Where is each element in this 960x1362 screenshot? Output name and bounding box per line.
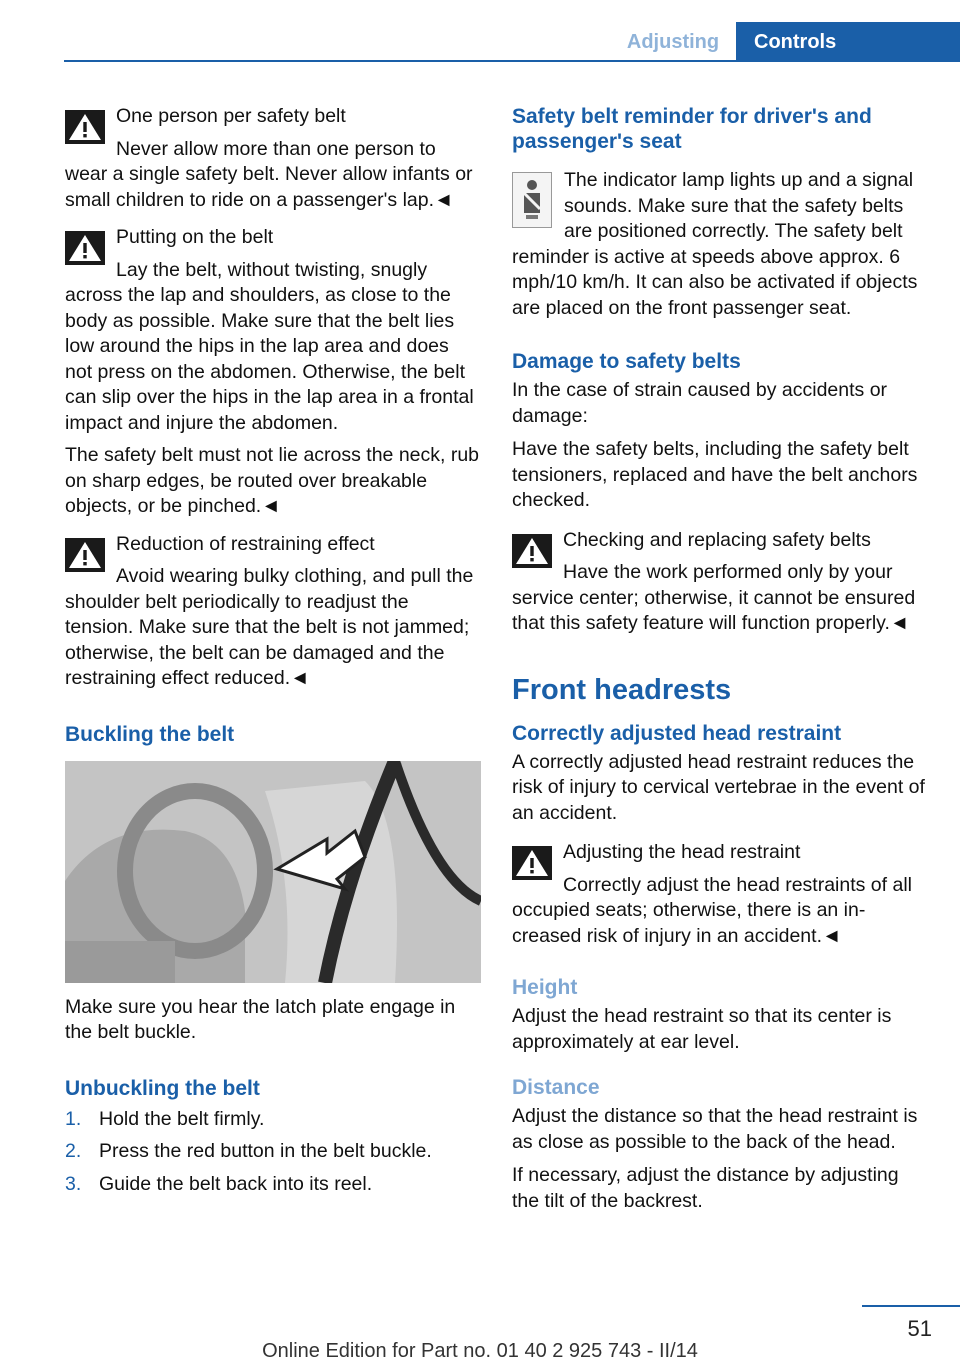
page-number: 51	[907, 1316, 932, 1341]
warning-body: Avoid wearing bulky clothing, and pull the shoulder belt periodically to readjust the tension. Make sure that the belt is not jammed; otherwise, the belt can be damaged and the restraining effect reduced.◄	[65, 565, 474, 689]
header-rule	[64, 60, 960, 62]
step-number: 2.	[65, 1140, 82, 1162]
reminder-heading: Safety belt reminder for driver's and passenger's seat	[512, 105, 872, 153]
height-heading: Height	[512, 976, 578, 999]
buckle-seat-photo	[65, 761, 481, 983]
correct-restraint-heading: Correctly adjusted head restraint	[512, 721, 842, 745]
seatbelt-indicator-icon	[512, 172, 552, 228]
warning-body: Lay the belt, without twisting, snugly across the lap and shoulders, as close to the body as possible. Make sure that the belt lies low around the hips in the lap area and does not press on the abdomen. Otherwise, the belt can slip over the hips in the lap area in a frontal impact and injure the abdomen.	[65, 258, 474, 434]
warning-checking-belts	[512, 528, 928, 637]
warning-putting-on-belt	[65, 225, 481, 520]
unbuckling-heading: Unbuckling the belt	[65, 1076, 260, 1100]
warning-body: Correctly adjust the head restraints of all occupied seats; otherwise, there is an increased risk of injury in an accident.◄	[512, 873, 913, 947]
warning-title: Reduction of restraining effect	[116, 532, 375, 555]
buckling-heading: Buckling the belt	[65, 722, 235, 746]
list-item	[65, 1172, 481, 1198]
height-text: Adjust the head restraint so that its center is approximately at ear level.	[512, 1005, 892, 1053]
footer-rule	[862, 1305, 960, 1307]
distance-text: If necessary, adjust the distance by adjusting the tilt of the backrest.	[512, 1164, 899, 1212]
step-number: 3.	[65, 1172, 82, 1195]
step-text: Press the red button in the belt buckle.	[99, 1140, 432, 1162]
unbuckling-steps	[65, 1107, 481, 1198]
right-column	[512, 104, 928, 1222]
warning-body: Never allow more than one person to wear a single safety belt. Never allow infants or small children to ride on a passenger's lap.◄	[65, 137, 473, 211]
distance-heading: Distance	[512, 1076, 600, 1099]
damage-text: Have the safety belts, including the safety belt tensioners, replaced and have the belt anchors checked.	[512, 438, 918, 511]
reminder-block	[512, 168, 928, 321]
warning-title: Checking and replacing safety belts	[563, 528, 871, 551]
warning-icon	[65, 110, 105, 144]
header-section-label: Adjusting	[626, 31, 720, 53]
headrests-heading: Front headrests	[512, 673, 732, 706]
warning-icon	[512, 846, 552, 880]
reminder-text: The indicator lamp lights up and a signal sounds. Make sure that the safety belts are positioned correctly. The safety belt reminder is active at speeds above approx. 6 mph/10 km/h. It can also be activated if objects are placed on the front passenger seat.	[512, 169, 918, 319]
list-item	[65, 1139, 481, 1165]
header-chapter-tab: Controls	[736, 22, 960, 62]
step-text: Hold the belt firmly.	[99, 1107, 265, 1130]
warning-title: Putting on the belt	[116, 226, 274, 248]
warning-icon	[512, 534, 552, 568]
warning-adjusting-restraint	[512, 840, 928, 949]
buckling-text: Make sure you hear the latch plate engage in the belt buckle.	[65, 995, 456, 1043]
left-column	[65, 104, 481, 1204]
warning-one-person	[65, 104, 481, 213]
warning-icon	[65, 231, 105, 265]
warning-restraining-effect	[65, 532, 481, 692]
damage-heading: Damage to safety belts	[512, 350, 741, 373]
list-item	[65, 1107, 481, 1133]
correct-restraint-text: A correctly adjusted head restraint reduces the risk of injury to cervical vertebrae in the event of an accident.	[512, 750, 925, 824]
step-text: Guide the belt back into its reel.	[99, 1172, 373, 1195]
footer-edition: Online Edition for Part no. 01 40 2 925 743 - II/14	[262, 1340, 698, 1362]
warning-title: Adjusting the head restraint	[563, 841, 801, 863]
warning-body-continued: The safety belt must not lie across the neck, rub on sharp edges, be routed over breakable objects, or be pinched.◄	[65, 444, 480, 517]
distance-text: Adjust the distance so that the head restraint is as close as possible to the back of the head.	[512, 1105, 918, 1153]
step-number: 1.	[65, 1107, 82, 1130]
warning-title: One person per safety belt	[116, 105, 346, 127]
damage-text: In the case of strain caused by accidents or damage:	[512, 379, 888, 427]
warning-icon	[65, 538, 105, 572]
warning-body: Have the work performed only by your service center; otherwise, it cannot be ensured that this safety feature will function properly.◄	[512, 561, 916, 634]
